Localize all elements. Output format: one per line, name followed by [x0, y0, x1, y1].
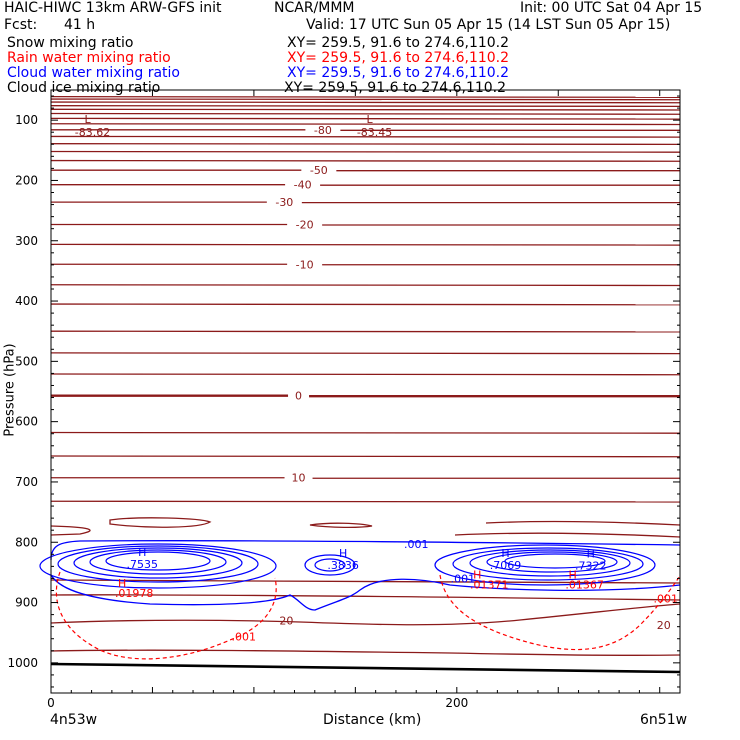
isotherm-line — [51, 501, 680, 502]
rain-water-contour — [56, 572, 276, 659]
left-corner-label: 4n53w — [50, 712, 98, 728]
contour-label: .001 — [653, 592, 679, 606]
init-time: Init: 00 UTC Sat 04 Apr 15 — [520, 0, 703, 16]
isotherm-curve — [486, 522, 680, 525]
fcst-label: Fcst: — [4, 17, 38, 33]
minimum-value: -83.45 — [356, 126, 393, 140]
maximum-value: .7535 — [126, 557, 159, 571]
minimum-marker: L — [84, 113, 91, 127]
field-cloud-ice-xy: XY= 259.5, 91.6 to 274.6,110.2 — [284, 80, 507, 96]
maximum-value: .7322 — [574, 559, 607, 573]
y-tick-label: 800 — [15, 535, 38, 550]
contour-label: .001 — [403, 538, 429, 552]
isotherm-label: -20 — [295, 218, 314, 232]
isotherm-line — [51, 152, 680, 153]
field-snow-xy: XY= 259.5, 91.6 to 274.6,110.2 — [287, 35, 510, 51]
maximum-marker: H — [118, 577, 127, 591]
contour-label: .001 — [450, 572, 476, 586]
isotherm-line — [51, 353, 680, 354]
maximum-value: .01978 — [114, 587, 154, 601]
isotherm-label: -50 — [309, 164, 328, 178]
contour-label: .001 — [231, 630, 257, 644]
minimum-value: -83.62 — [74, 126, 111, 140]
y-tick-label: 900 — [15, 595, 38, 610]
maximum-marker: H — [501, 547, 510, 561]
maximum-marker: H — [138, 545, 147, 559]
cloud-water-contour — [453, 548, 643, 580]
maximum-value: .3836 — [327, 559, 359, 573]
maximum-value: .01367 — [565, 578, 604, 592]
isotherm-line — [51, 374, 680, 375]
y-tick-label: 500 — [15, 354, 38, 369]
center-name: NCAR/MMM — [274, 0, 355, 16]
isotherm-curve — [51, 650, 680, 655]
isotherm-line — [51, 304, 680, 305]
isotherm-label: 20 — [279, 614, 294, 628]
x-tick-label: 200 — [445, 696, 469, 710]
x-tick-label: 0 — [47, 696, 55, 710]
isotherm-line — [51, 331, 680, 332]
y-axis-title: Pressure (hPa) — [2, 343, 18, 437]
field-cloud-water-xy: XY= 259.5, 91.6 to 274.6,110.2 — [287, 65, 510, 81]
maximum-marker: H — [473, 568, 482, 582]
maximum-value: .01371 — [470, 578, 509, 592]
maximum-value: .7069 — [489, 559, 522, 573]
isotherm-curve — [455, 533, 680, 537]
right-corner-label: 6n51w — [640, 712, 688, 728]
isotherm-label: 0 — [295, 389, 303, 403]
isotherm-curve — [110, 518, 210, 527]
valid-time: Valid: 17 UTC Sun 05 Apr 15 (14 LST Sun 05 Apr 15) — [306, 17, 671, 33]
y-tick-label: 600 — [15, 414, 38, 429]
field-cloud-water-name: Cloud water mixing ratio — [7, 65, 180, 81]
y-tick-label: 200 — [15, 173, 38, 188]
y-tick-label: 700 — [15, 474, 38, 489]
y-tick-label: 100 — [15, 113, 38, 128]
field-rain-xy: XY= 259.5, 91.6 to 274.6,110.2 — [287, 50, 510, 66]
y-tick-label: 1000 — [7, 655, 38, 670]
minimum-marker: L — [366, 113, 373, 127]
isotherm-line — [51, 161, 680, 162]
axes-group — [7, 90, 680, 710]
isotherm-line — [51, 244, 680, 245]
isotherm-label: -40 — [293, 178, 312, 192]
isotherm-label: -30 — [275, 196, 294, 210]
isotherm-label: 10 — [291, 471, 306, 485]
maximum-marker: H — [586, 547, 595, 561]
annotation-group — [75, 113, 678, 643]
field-cloud-ice-name: Cloud ice mixing ratio — [7, 80, 161, 96]
terrain-line — [51, 664, 680, 672]
isotherm-label: 20 — [656, 618, 671, 632]
isotherm-curve — [51, 604, 680, 625]
maximum-marker: H — [568, 568, 577, 582]
isotherm-line — [51, 285, 680, 286]
plot-frame — [51, 90, 680, 693]
isotherm-line — [51, 97, 680, 98]
y-tick-label: 300 — [15, 233, 38, 248]
field-snow-name: Snow mixing ratio — [7, 35, 134, 51]
isotherm-line — [51, 106, 680, 107]
model-title: HAIC-HIWC 13km ARW-GFS init — [4, 0, 222, 16]
isotherm-curve — [310, 523, 372, 527]
field-rain-name: Rain water mixing ratio — [7, 50, 171, 66]
isotherm-line — [51, 456, 680, 457]
isotherm-line — [51, 102, 680, 103]
fcst-value: 41 h — [64, 17, 96, 33]
isotherm-line — [51, 109, 680, 110]
isotherm-line — [51, 144, 680, 145]
x-axis-title: Distance (km) — [323, 712, 422, 728]
y-tick-label: 400 — [15, 294, 38, 309]
isotherm-line — [51, 99, 680, 100]
isotherm-label: -10 — [295, 258, 314, 272]
maximum-marker: H — [339, 547, 348, 561]
isotherm-label: -80 — [313, 123, 332, 137]
isotherm-curve — [51, 526, 90, 535]
isotherm-line — [51, 433, 680, 434]
